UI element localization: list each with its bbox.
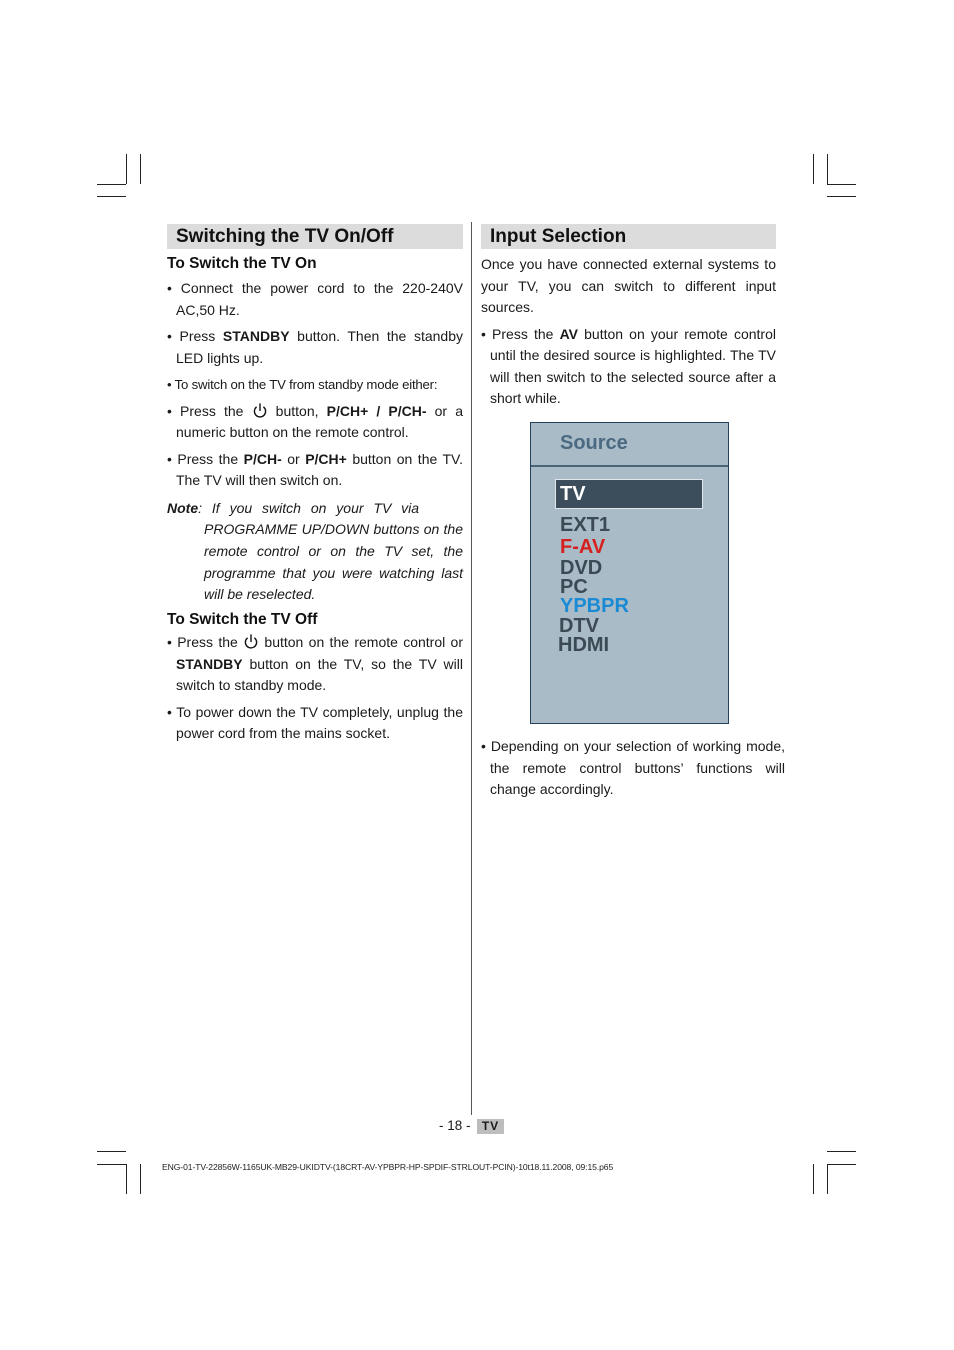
power-icon	[243, 634, 259, 650]
column-divider	[471, 222, 472, 1115]
bullet-press-power: • Press the button, P/CH+ / P/CH- or a numeric button on the remote control.	[167, 402, 464, 440]
crop-mark	[97, 1151, 126, 1152]
source-menu-divider	[531, 465, 728, 467]
crop-mark	[827, 1164, 856, 1165]
left-column	[167, 222, 463, 745]
crop-mark	[97, 1164, 126, 1165]
bullet-press-av: • Press the AV button on your remote control until the desired source is highlighted. The TV will then switch to the selected source after a short while.	[481, 325, 776, 406]
crop-mark	[813, 154, 814, 184]
file-info: ENG-01-TV-22856W-1165UK-MB29-UKIDTV-(18CRT-AV-YPBPR-HP-SPDIF-STRLOUT-PCIN)-10t18.11.2008, 09:15.p65	[162, 1162, 614, 1172]
source-menu-title: Source	[560, 432, 628, 454]
note-label: Note	[167, 499, 199, 516]
source-item-pc[interactable]: PC	[560, 576, 588, 598]
crop-mark	[827, 1151, 856, 1152]
subheading-switch-on: To Switch the TV On	[167, 255, 317, 272]
section-heading-input: Input Selection	[481, 224, 776, 249]
crop-mark	[827, 184, 856, 185]
crop-mark	[827, 196, 856, 197]
bullet-press-standby: • Press STANDBY button. Then the standby LED lights up.	[167, 328, 463, 366]
page-number: - 18 -	[439, 1118, 471, 1133]
right-column	[481, 222, 776, 410]
bullet-standby-either: • To switch on the TV from standby mode either:	[167, 377, 438, 392]
crop-mark	[97, 184, 126, 185]
crop-mark	[97, 196, 126, 197]
crop-mark	[140, 154, 141, 184]
source-item-tv[interactable]: TV	[555, 479, 703, 509]
source-item-ext1[interactable]: EXT1	[560, 514, 611, 536]
source-item-dvd[interactable]: DVD	[560, 557, 603, 579]
crop-mark	[140, 1164, 141, 1194]
source-menu	[530, 422, 729, 724]
crop-mark	[126, 154, 127, 184]
power-icon	[252, 403, 268, 419]
source-item-hdmi[interactable]: HDMI	[558, 634, 610, 656]
subheading-switch-off: To Switch the TV Off	[167, 611, 318, 629]
note: Note: If you switch on your TV via PROGRAMME UP/DOWN buttons on the remote control or on the TV set, the programme that you were watching last will be reselected.	[167, 498, 463, 607]
note-text: PROGRAMME UP/DOWN buttons on the remote control or on the TV set, the programme that you were watching last will be reselected.	[204, 521, 463, 603]
bullet-press-power-off: • Press the button on the remote control or STANDBY button on the TV, so the TV will switch to standby mode.	[167, 634, 463, 694]
crop-mark	[827, 154, 828, 184]
bullet-press-pch: • Press the P/CH- or P/CH+ button on the TV. The TV will then switch on.	[167, 450, 463, 488]
section-tag: TV	[477, 1119, 504, 1134]
crop-mark	[813, 1164, 814, 1194]
intro-text: Once you have connected external systems to your TV, you can switch to different input sources.	[481, 256, 776, 315]
crop-mark	[126, 1164, 127, 1194]
bullet-working-mode: • Depending on your selection of working mode, the remote control buttons’ functions will change accordingly.	[481, 738, 785, 797]
crop-mark	[827, 1164, 828, 1194]
source-item-fav[interactable]: F-AV	[560, 536, 606, 558]
bullet-connect-power: • Connect the power cord to the 220-240V AC,50 Hz.	[167, 280, 463, 318]
source-item-ypbpr[interactable]: YPBPR	[560, 595, 629, 617]
source-item-dtv[interactable]: DTV	[559, 615, 599, 637]
section-heading-switching: Switching the TV On/Off	[167, 224, 463, 249]
bullet-power-down: • To power down the TV completely, unplug the power cord from the mains socket.	[167, 703, 463, 742]
